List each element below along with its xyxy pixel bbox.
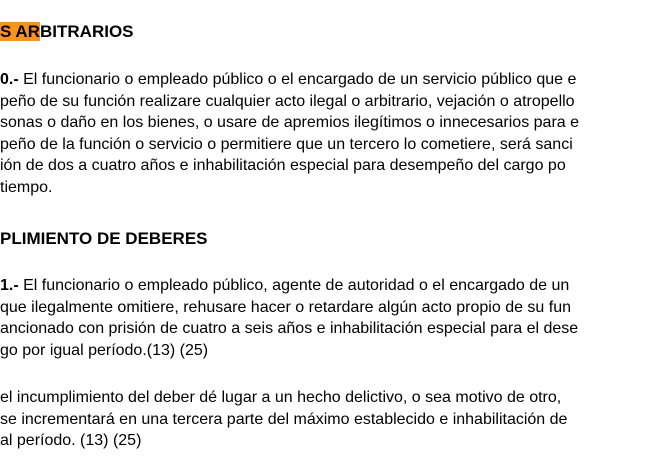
article-paragraph-1 <box>0 69 579 198</box>
paragraph-line: el incumplimiento del deber dé lugar a un hecho delictivo, o sea motivo de otro, <box>0 389 562 406</box>
paragraph-line: que ilegalmente omitiere, rehusare hacer o retardare algún acto propio de su fun <box>0 298 572 316</box>
article-number: 1.- <box>0 277 19 294</box>
line-text: El funcionario o empleado público o el encargado de un servicio público que e <box>18 71 577 88</box>
paragraph-line: ión de dos a cuatro años e inhabilitación especial para desempeño del cargo po <box>0 157 566 174</box>
section-heading-incumplimiento <box>0 229 208 249</box>
paragraph-line: tiempo. <box>0 178 53 196</box>
paragraph-line <box>0 69 579 91</box>
section-heading-arbitrarios <box>0 22 134 42</box>
article-paragraph-2 <box>0 275 578 361</box>
paragraph-line <box>0 275 578 297</box>
heading-text: BITRARIOS <box>40 22 134 41</box>
article-paragraph-3 <box>0 387 567 452</box>
paragraph-line: peño de la función o servicio o permitiere que un tercero lo cometiere, será sanci <box>0 135 573 153</box>
paragraph-line: se incrementará en una tercera parte del máximo establecido e inhabilitación de <box>0 410 568 428</box>
heading-highlight: S AR <box>0 22 40 41</box>
line-text: El funcionario o empleado público, agente de autoridad o el encargado de un <box>18 277 570 294</box>
paragraph-line: peño de su función realizare cualquier acto ilegal o arbitrario, vejación o atropello <box>0 92 575 110</box>
article-number: 0.- <box>0 71 19 88</box>
heading-text: PLIMIENTO DE DEBERES <box>0 229 208 248</box>
paragraph-line: ancionado con prisión de cuatro a seis años e inhabilitación especial para el dese <box>0 320 579 337</box>
paragraph-line: al período. (13) (25) <box>0 432 142 449</box>
paragraph-line: sonas o daño en los bienes, o usare de apremios ilegítimos o innecesarios para e <box>0 114 580 131</box>
paragraph-line: go por igual período.(13) (25) <box>0 341 209 359</box>
